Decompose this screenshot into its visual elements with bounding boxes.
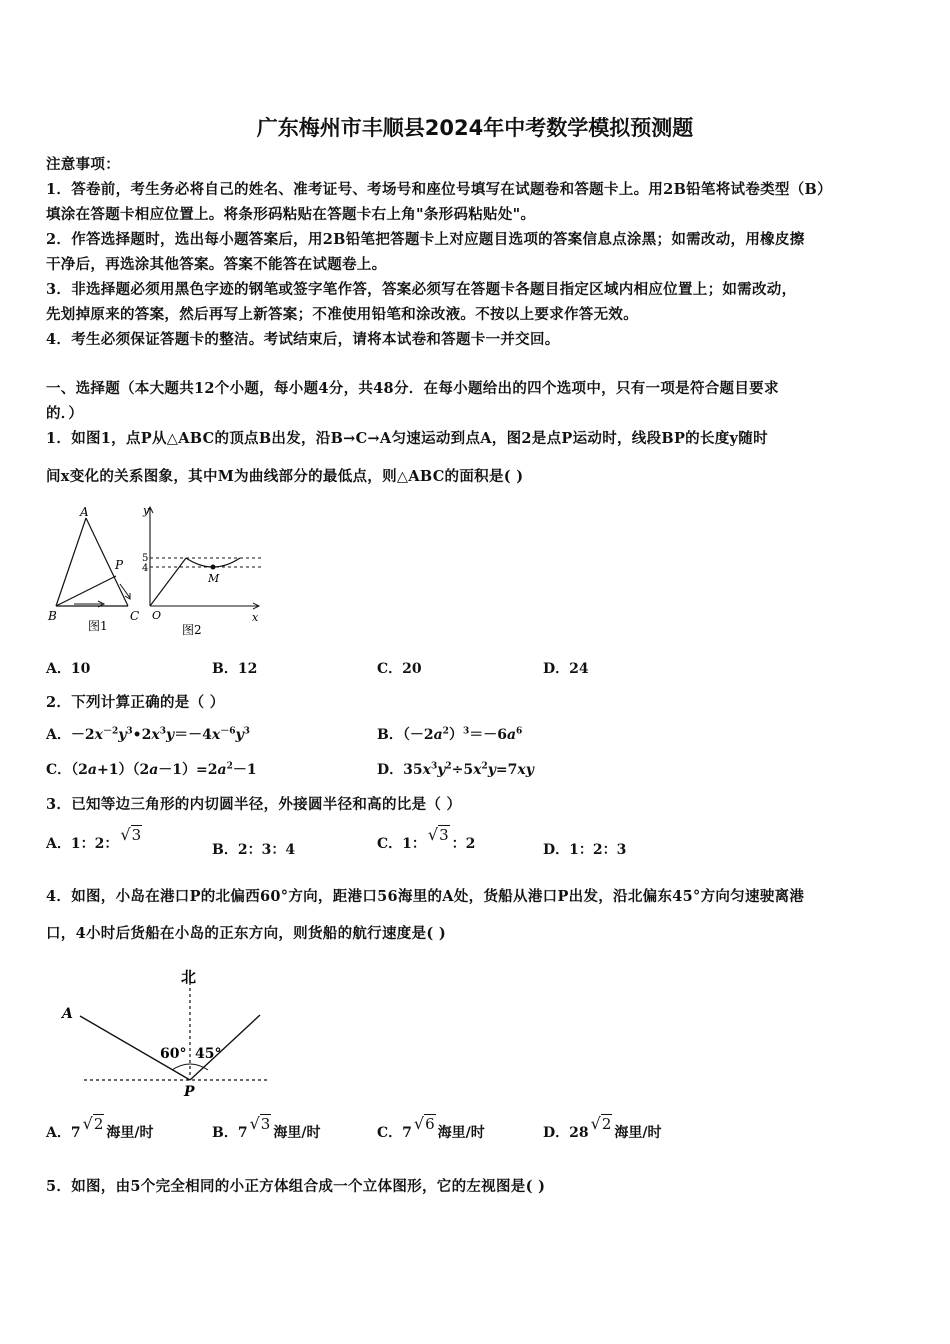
q3-option-c-text2: ：2	[451, 836, 476, 852]
notice-heading: 注意事项：	[46, 156, 120, 173]
q2-option-b-label: B．	[377, 727, 403, 743]
axis-x-label: x	[252, 611, 259, 624]
notice-line: 2．作答选择题时，选出每小题答案后，用2B铅笔把答题卡上对应题目选项的答案信息点涂黑；如需改动，用橡皮擦	[46, 231, 805, 248]
origin-label: O	[152, 609, 162, 622]
q1-option-b[interactable]: B．12	[212, 661, 258, 677]
q4-option-a-coef: A．7	[46, 1125, 81, 1141]
q2-option-c-label: C．	[46, 762, 72, 778]
q4-option-a[interactable]	[46, 1114, 154, 1142]
q2-option-d[interactable]: D．$35x^3y^2\div 5x^2y=7xy$	[377, 761, 534, 778]
q4-stem-line2: 口，4小时后货船在小岛的正东方向，则货船的航行速度是( )	[46, 925, 447, 942]
notice-line: 3．非选择题必须用黑色字迹的钢笔或签字笔作答，答案必须写在答题卡各题目指定区域内相应位置上；如需改动，	[46, 281, 797, 298]
q5-stem: 5．如图，由5个完全相同的小正方体组合成一个立体图形，它的左视图是( )	[46, 1178, 546, 1195]
q4-stem-line1: 4．如图，小岛在港口P的北偏西60°方向，距港口56海里的A处，货船从港口P出发，沿北偏东45°方向匀速驶离港	[46, 888, 805, 905]
label-c: C	[130, 609, 140, 623]
sqrt-sign: √3	[249, 1114, 271, 1133]
point-m-label: M	[208, 572, 220, 585]
notice-line: 填涂在答题卡相应位置上。将条形码粘贴在答题卡右上角"条形码粘贴处"。	[46, 206, 536, 223]
q3-stem: 3．已知等边三角形的内切圆半径，外接圆半径和高的比是（ ）	[46, 796, 462, 813]
label-a: A	[80, 505, 89, 519]
sqrt-radicand: 2	[93, 1115, 104, 1133]
q4-option-d-coef: D．28	[543, 1125, 589, 1141]
q2-option-c[interactable]: C．$(2a+1)(2a-1)=2a^2-1$	[46, 761, 257, 778]
q2-stem: 2．下列计算正确的是（ ）	[46, 694, 225, 711]
figure1-caption: 图1	[88, 619, 108, 633]
sqrt-radicand: 3	[439, 826, 449, 844]
tick-5: 5	[142, 553, 149, 564]
q4-option-b[interactable]	[212, 1114, 321, 1142]
q3-option-a[interactable]	[46, 825, 144, 853]
q4-option-b-coef: B．7	[212, 1125, 248, 1141]
q1-option-d[interactable]: D．24	[543, 661, 589, 677]
figure2-caption: 图2	[182, 623, 202, 637]
q2-option-a[interactable]: A．$-2x^{-2}y^3•2x^3y=-4x^{-6}y^3$	[46, 726, 250, 743]
sqrt-radicand: 2	[601, 1115, 612, 1133]
q4-option-c-coef: C．7	[377, 1125, 412, 1141]
q3-option-b[interactable]: B．2：3：4	[212, 842, 296, 858]
sqrt-sign: √3	[427, 825, 449, 844]
angle-60-label: 60°	[160, 1046, 187, 1062]
label-p: P	[115, 558, 124, 572]
q2-option-d-label: D．	[377, 762, 404, 778]
notice-line: 先划掉原来的答案，然后再写上新答案；不准使用铅笔和涂改液。不按以上要求作答无效。	[46, 306, 638, 323]
point-p-label: P	[184, 1084, 195, 1100]
q1-figure1-triangle	[47, 505, 139, 633]
q3-option-c[interactable]	[377, 825, 476, 853]
q4-option-c[interactable]	[377, 1114, 485, 1142]
q4-option-a-unit: 海里/时	[106, 1125, 154, 1141]
q3-option-c-text1: C．1：	[377, 836, 426, 852]
angle-45-label: 45°	[195, 1046, 222, 1062]
q1-figures	[44, 498, 274, 643]
sqrt-radicand: 3	[131, 826, 142, 844]
section-heading: 一、选择题（本大题共12个小题，每小题4分，共48分．在每小题给出的四个选项中，只有一项是符合题目要求	[46, 380, 779, 397]
axis-y-label: y	[143, 504, 150, 517]
notice-line: 4．考生必须保证答题卡的整洁。考试结束后，请将本试卷和答题卡一并交回。	[46, 331, 560, 348]
q4-option-d[interactable]	[543, 1114, 662, 1142]
sqrt-sign: √6	[413, 1114, 435, 1133]
q1-stem-line2: 间x变化的关系图象，其中M为曲线部分的最低点，则△ABC的面积是( )	[46, 468, 524, 485]
q1-option-a[interactable]: A．10	[46, 661, 91, 677]
sqrt-radicand: 6	[425, 1115, 435, 1133]
q1-option-c[interactable]: C．20	[377, 661, 422, 677]
q3-option-a-text: A．1：2：	[46, 836, 119, 852]
q4-option-c-unit: 海里/时	[437, 1125, 485, 1141]
tick-4: 4	[142, 563, 149, 574]
page-title: 广东梅州市丰顺县2024年中考数学模拟预测题	[256, 116, 694, 140]
q4-figure	[56, 960, 276, 1100]
sqrt-radicand: 3	[260, 1115, 271, 1133]
q1-stem-line1: 1．如图1，点P从△ABC的顶点B出发，沿B→C→A匀速运动到点A，图2是点P运动时，线段BP的长度y随时	[46, 430, 768, 447]
q3-option-d[interactable]: D．1：2：3	[543, 842, 627, 858]
q4-option-d-unit: 海里/时	[614, 1125, 662, 1141]
label-b: B	[48, 609, 57, 623]
notice-line: 干净后，再选涂其他答案。答案不能答在试题卷上。	[46, 256, 387, 273]
q1-figure2-graph	[142, 504, 262, 637]
section-heading-cont: 的．）	[46, 405, 84, 422]
q2-option-b[interactable]: B．$(-2a^2)^3=-6a^6$	[377, 726, 523, 743]
point-a-label: A	[62, 1006, 73, 1022]
notice-line: 1．答卷前，考生务必将自己的姓名、准考证号、考场号和座位号填写在试题卷和答题卡上。用2B铅笔将试卷类型（B）	[46, 181, 832, 198]
sqrt-sign: √3	[120, 825, 142, 844]
q4-option-b-unit: 海里/时	[273, 1125, 321, 1141]
sqrt-sign: √2	[590, 1114, 612, 1133]
q2-option-a-label: A．	[46, 727, 71, 743]
sqrt-sign: √2	[82, 1114, 104, 1133]
north-label: 北	[181, 968, 197, 986]
